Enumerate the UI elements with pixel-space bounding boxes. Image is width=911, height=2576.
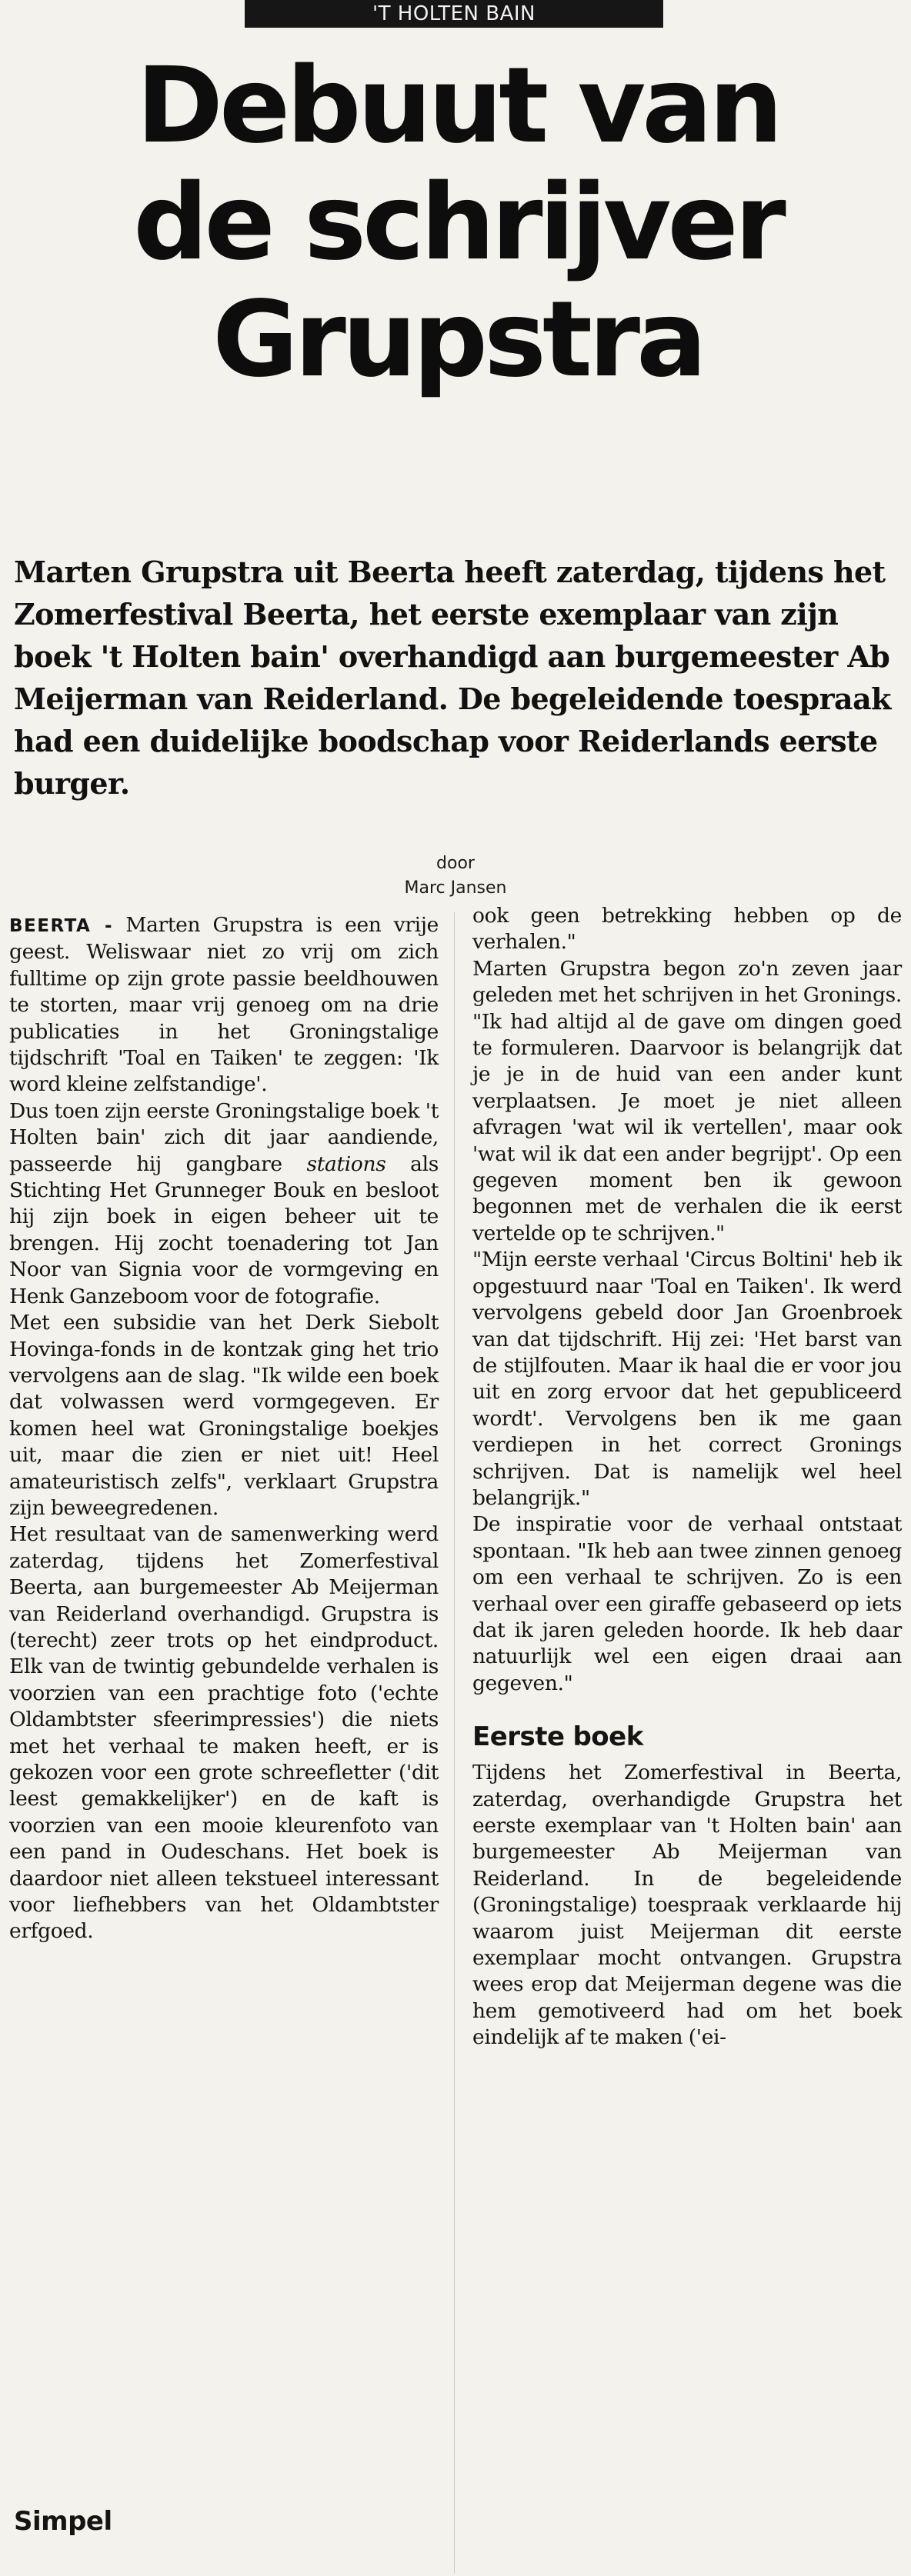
lead-paragraph: Marten Grupstra uit Beerta heeft zaterdag, tijdens het Zomerfestival Beerta, het eerste exemplaar van zijn boek 't Holten bain' overhandigd aan burgemeester Ab Meijerman van Reiderland. De begeleidende toespraak had een duidelijke boodschap voor Reiderlands eerste burger. bbox=[14, 555, 891, 801]
article-column-left bbox=[9, 912, 439, 1945]
paragraph-text: Marten Grupstra is een vrije geest. Weliswaar niet zo vrij om zich fulltime op zijn grote passie beeldhouwen te storten, maar vrij genoeg om na drie publicaties in het Groningstalige tijdschrift 'Toal en Taiken' te zeggen: 'Ik word kleine zelfstandige'. bbox=[9, 913, 439, 1097]
article-paragraph: ook geen betrekking hebben op de verhalen." bbox=[472, 904, 902, 955]
headline-line-1: Debuut van bbox=[136, 45, 779, 167]
article-paragraph: De inspiratie voor de verhaal ontstaat spontaan. "Ik heb aan twee zinnen genoeg om een verhaal te schrijven. Zo is een verhaal over een giraffe gebaseerd op iets dat ik jaren geleden hoorde. Ik heb daar natuurlijk wel een eigen draai aan gegeven." bbox=[472, 1512, 902, 1695]
paragraph-text: als Stichting Het Grunneger Bouk en besloot hij zijn boek in eigen beheer uit te brengen. Hij zocht toenadering tot Jan Noor van Signia voor de vormgeving en Henk Ganzeboom voor de fotografie. bbox=[9, 1151, 439, 1308]
headline bbox=[31, 45, 885, 401]
article-paragraph bbox=[9, 1098, 439, 1310]
headline-line-3: Grupstra bbox=[212, 279, 703, 401]
article-column-right bbox=[472, 903, 902, 2051]
paragraph-text: Dus toen zijn eerste Groningstalige boek 't Holten bain' zich dit jaar aandiende, passeerde hij gangbare bbox=[9, 1098, 439, 1176]
headline-line-2: de schrijver bbox=[133, 162, 783, 284]
byline-door: door bbox=[436, 854, 475, 873]
article-paragraph: Marten Grupstra begon zo'n zeven jaar geleden met het schrijven in het Gronings. "Ik had altijd al de gave om dingen goed te formuleren. Daarvoor is belangrijk dat je je in de huid van een ander kunt verplaatsen. Je moet je niet alleen afvragen 'wat wil ik vertellen', maar ook 'wat wil ik dat een ander begrijpt'. Op een gegeven moment ben ik gewoon begonnen met de verhalen die ik eerst vertelde op te schrijven." bbox=[472, 956, 902, 1245]
article-paragraph bbox=[9, 912, 439, 1098]
article-paragraph: Het resultaat van de samenwerking werd zaterdag, tijdens het Zomerfestival Beerta, aan burgemeester Ab Meijerman van Reiderland overhandigd. Grupstra is (terecht) zeer trots op het eindproduct. Elk van de twintig gebundelde verhalen is voorzien van een prachtige foto ('echte Oldambtster sfeerimpressies') die niets met het verhaal te maken heeft, er is gekozen voor een grote schreefletter ('dit leest gemakkelijker') en de kaft is voorzien van een mooie kleurenfoto van een pand in Oudeschans. Het boek is daardoor niet alleen tekstueel interessant voor liefhebbers van het Oldambtster erfgoed. bbox=[9, 1522, 439, 1944]
byline-author: Marc Jansen bbox=[404, 878, 507, 898]
dateline: BEERTA - bbox=[9, 916, 114, 936]
subhead-eerste-boek: Eerste boek bbox=[472, 1721, 643, 1753]
section-label: 'T HOLTEN BAIN bbox=[245, 0, 663, 28]
article-paragraph: "Mijn eerste verhaal 'Circus Boltini' heb ik opgestuurd naar 'Toal en Taiken'. Ik werd vervolgens gebeld door Jan Groenbroek van dat tijdschrift. Hij zei: 'Het barst van de stijlfouten. Maar ik haal die er voor jou uit en zorg ervoor dat het gepubliceerd wordt'. Vervolgens ben ik me gaan verdiepen in het correct Gronings schrijven. Dat is namelijk wel heel belangrijk." bbox=[472, 1248, 902, 1510]
article-paragraph: Tijdens het Zomerfestival in Beerta, zaterdag, overhandigde Grupstra het eerste exemplaar van 't Holten bain' aan burgemeester Ab Meijerman van Reiderland. In de begeleidende (Groningstalige) toespraak verklaarde hij waarom juist Meijerman dit eerste exemplaar mocht ontvangen. Grupstra wees erop dat Meijerman degene was die hem gemotiveerd had om het boek eindelijk af te maken ('ei- bbox=[472, 1761, 902, 2050]
subhead-simpel: Simpel bbox=[14, 2506, 112, 2537]
emphasis-text: stations bbox=[306, 1151, 386, 1176]
article-paragraph: Met een subsidie van het Derk Siebolt Hovinga-fonds in de kontzak ging het trio vervolgens aan de slag. "Ik wilde een boek dat volwassen werd vormgegeven. Er komen heel wat Groningstalige boekjes uit, maar die zien er niet uit! Heel amateuristisch zelfs", verklaart Grupstra zijn beweegredenen. bbox=[9, 1311, 439, 1520]
column-divider bbox=[454, 912, 455, 2574]
